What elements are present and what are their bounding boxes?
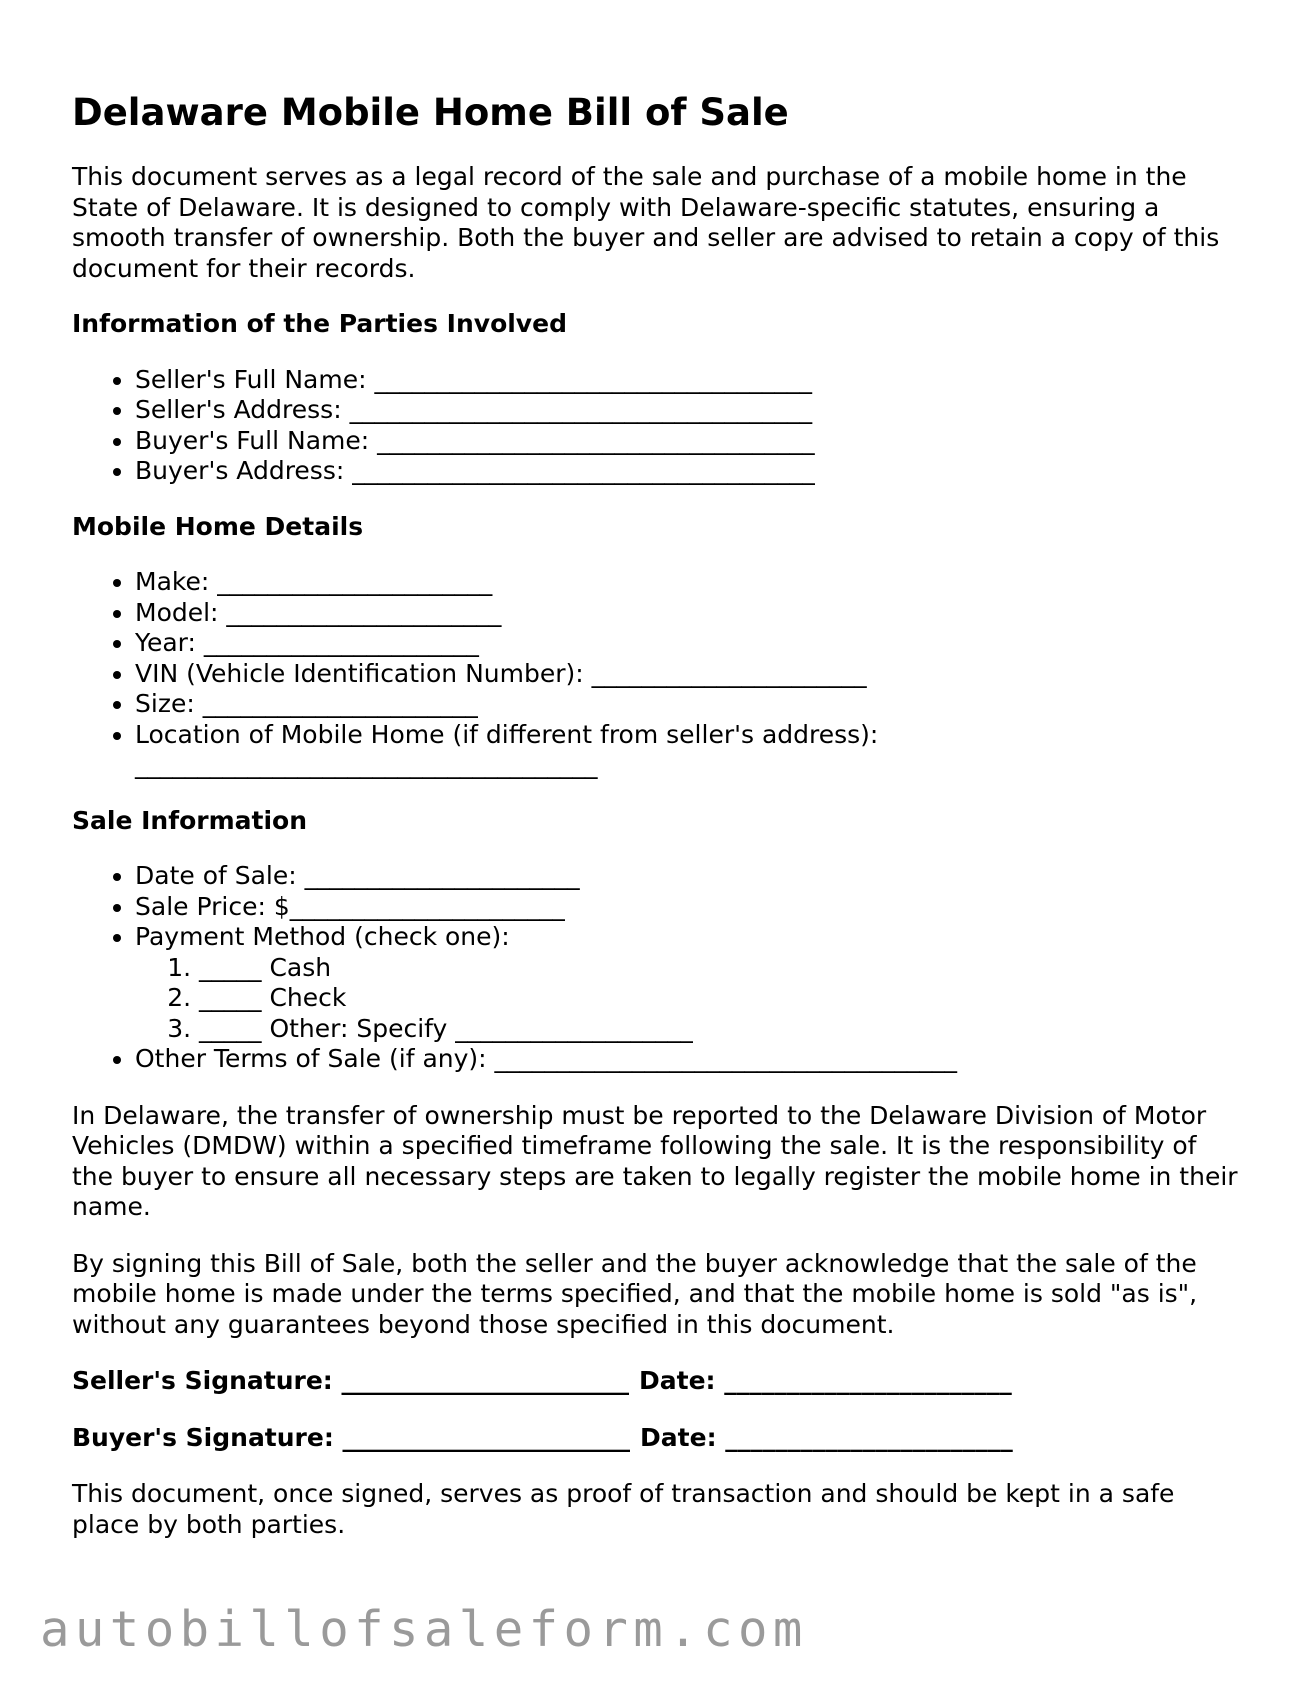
list-item-location: • Location of Mobile Home (if different from seller's address): _____________________________________ bbox=[135, 720, 935, 781]
list-item-vin: • VIN (Vehicle Identification Number): ______________________ bbox=[135, 659, 1242, 690]
buyer-signature-label: Buyer's Signature: _______________________ bbox=[72, 1422, 631, 1452]
document-title: Delaware Mobile Home Bill of Sale bbox=[72, 91, 789, 134]
list-item-date-of-sale: • Date of Sale: ______________________ bbox=[135, 861, 1242, 892]
intro-paragraph: This document serves as a legal record of the sale and purchase of a mobile home in the State of Delaware. It is designed to comply with Delaware-specific statutes, ensuring a smooth transfer of ownership. Both the buyer and seller are advised to retain a copy of this document for their records. bbox=[72, 162, 1220, 283]
document-page bbox=[72, 78, 1242, 1540]
list-item-seller-address: • Seller's Address: _____________________________________ bbox=[135, 395, 1242, 426]
payment-method-label: Payment Method (check one): bbox=[135, 922, 510, 951]
list-item-model: • Model: ______________________ bbox=[135, 598, 1242, 629]
list-item-other-terms: • Other Terms of Sale (if any): _____________________________________ bbox=[135, 1044, 1242, 1075]
payment-option-cash: 1. _____ Cash bbox=[199, 953, 1242, 984]
seller-signature-label: Seller's Signature: _______________________ bbox=[72, 1366, 629, 1395]
closing-paragraph: This document, once signed, serves as proof of transaction and should be kept in a safe place by both parties. bbox=[72, 1479, 1175, 1539]
list-item-sale-price: • Sale Price: $______________________ bbox=[135, 892, 1242, 923]
parties-list bbox=[72, 365, 1242, 487]
list-item-buyer-address: • Buyer's Address: _____________________________________ bbox=[135, 456, 1242, 487]
dmv-paragraph: In Delaware, the transfer of ownership must be reported to the Delaware Division of Motor Vehicles (DMDW) within a specified timeframe following the sale. It is the responsibility of the buyer to ensure all necessary steps are taken to legally register the mobile home in their name. bbox=[72, 1100, 1238, 1221]
acknowledgment-paragraph: By signing this Bill of Sale, both the seller and the buyer acknowledge that the sale of the mobile home is made under the terms specified, and that the mobile home is sold "as is", without any guarantees beyond those specified in this document. bbox=[72, 1248, 1198, 1339]
list-item-year: • Year: ______________________ bbox=[135, 628, 1242, 659]
seller-date-label: Date: _______________________ bbox=[639, 1366, 1012, 1395]
list-item-make: • Make: ______________________ bbox=[135, 567, 1242, 598]
mobile-home-list bbox=[72, 567, 1242, 781]
list-item-size: • Size: ______________________ bbox=[135, 689, 1242, 720]
sale-heading: Sale Information bbox=[72, 805, 307, 835]
seller-signature-line bbox=[72, 1366, 1242, 1397]
watermark: autobillofsaleform.com bbox=[40, 1601, 808, 1658]
buyer-signature-line bbox=[72, 1423, 1242, 1454]
payment-option-other: 3. _____ Other: Specify ___________________ bbox=[199, 1014, 1242, 1045]
payment-option-check: 2. _____ Check bbox=[199, 983, 1242, 1014]
buyer-date-label: Date: _______________________ bbox=[640, 1422, 1013, 1452]
list-item-payment-method bbox=[135, 922, 1242, 1044]
payment-options-list bbox=[135, 953, 1242, 1045]
parties-heading: Information of the Parties Involved bbox=[72, 309, 567, 338]
sale-list bbox=[72, 861, 1242, 1075]
list-item-buyer-name: • Buyer's Full Name: ___________________________________ bbox=[135, 426, 1242, 457]
list-item-seller-name: • Seller's Full Name: ___________________________________ bbox=[135, 365, 1242, 396]
mobile-home-heading: Mobile Home Details bbox=[72, 511, 364, 541]
